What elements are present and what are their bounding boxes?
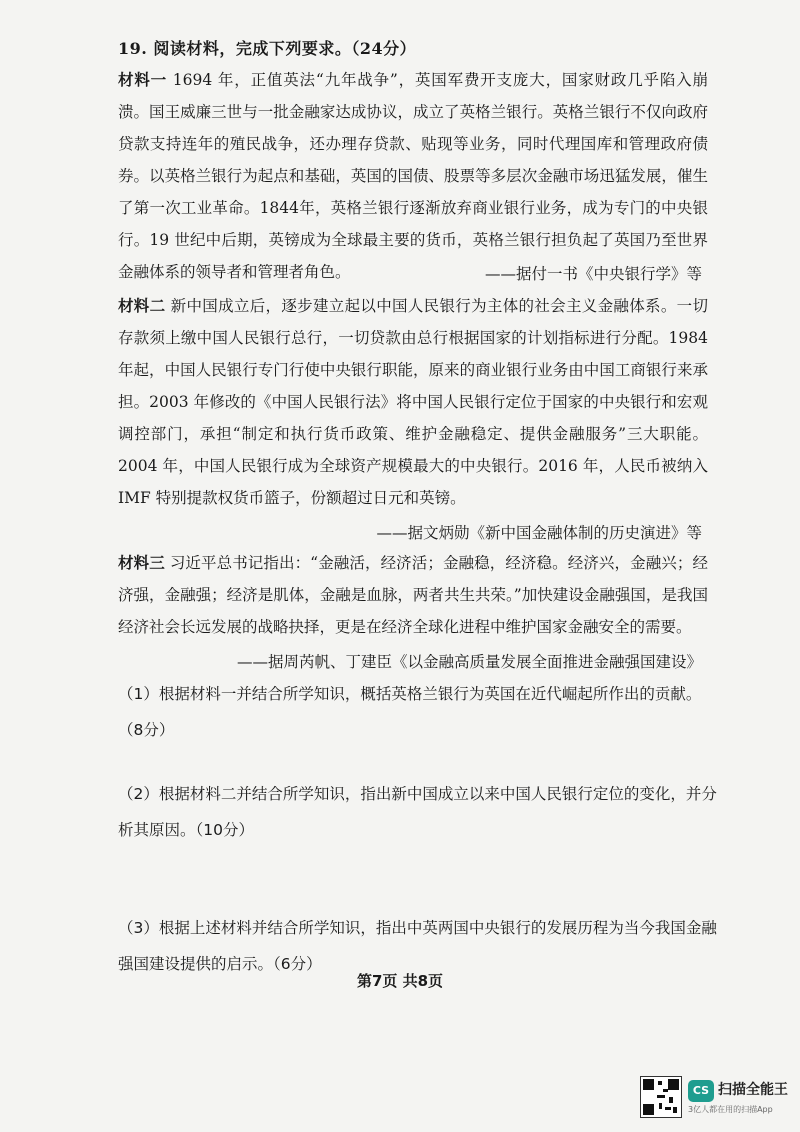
ask-1: （1）根据材料一并结合所学知识，概括英格兰银行为英国在近代崛起所作出的贡献。（8分） bbox=[118, 685, 702, 739]
material-1-source: ——据付一书《中央银行学》等 bbox=[484, 265, 702, 283]
material-2-text: 新中国成立后，逐步建立起以中国人民银行为主体的社会主义金融体系。一切存款须上缴中国人民银行总行，一切贷款由总行根据国家的计划指标进行分配。1984 年起，中国人民银行专门行使中央银行职能，原来的商业银行业务由中国工商银行来承担。2003 年修改的《中国人民银行法》将中国人民银行定位于国家的中央银行和宏观调控部门，承担“制定和执行货币政策、维护金融稳定、提供金融服务”三大职能。2004 年，中国人民银行成为全球资产规模最大的中央银行。2016 年，人民币被纳入 IMF 特别提款权货币篮子，份额超过日元和英镑。 bbox=[118, 297, 708, 507]
page-number: 第7页 共8页 bbox=[356, 972, 444, 990]
material-1-text: 1694 年，正值英法“九年战争”，英国军费开支庞大，国家财政几乎陷入崩溃。国王威廉三世与一批金融家达成协议，成立了英格兰银行。英格兰银行不仅向政府贷款支持连年的殖民战争，还办理存贷款、贴现等业务，同时代理国库和管理政府债券。以英格兰银行为起点和基础，英国的国债、股票等多层次金融市场迅猛发展，催生了第一次工业革命。1844年，英格兰银行逐渐放弃商业银行业务，成为专门的中央银行。19 世纪中后期，英镑成为全球最主要的货币，英格兰银行担负起了英国乃至世界金融体系的领导者和管理者角色。 bbox=[118, 71, 708, 281]
camscanner-name: 扫描全能王 bbox=[718, 1082, 788, 1098]
material-3-source: ——据周芮帆、丁建臣《以金融高质量发展全面推进金融强国建设》 bbox=[236, 653, 702, 671]
material-2 bbox=[118, 290, 708, 514]
ask-2: （2）根据材料二并结合所学知识，指出新中国成立以来中国人民银行定位的变化，并分析其原因。（10分） bbox=[118, 785, 717, 839]
material-2-source: ——据文炳勋《新中国金融体制的历史演进》等 bbox=[376, 524, 702, 542]
material-3 bbox=[118, 547, 708, 643]
material-1-label: 材料一 bbox=[118, 70, 167, 89]
camscanner-logo-icon: CS bbox=[688, 1080, 714, 1102]
question-title: 19. 阅读材料，完成下列要求。（24分） bbox=[118, 39, 417, 58]
qr-code-icon bbox=[640, 1076, 682, 1118]
material-2-label: 材料二 bbox=[118, 296, 166, 315]
camscanner-tagline: 3亿人都在用的扫描App bbox=[688, 1105, 773, 1114]
ask-3: （3）根据上述材料并结合所学知识，指出中英两国中央银行的发展历程为当今我国金融强国建设提供的启示。（6分） bbox=[118, 919, 717, 973]
material-1 bbox=[118, 64, 708, 288]
material-3-label: 材料三 bbox=[118, 553, 165, 572]
material-3-text: 习近平总书记指出：“金融活，经济活；金融稳，经济稳。经济兴，金融兴；经济强，金融强；经济是肌体，金融是血脉，两者共生共荣。”加快建设金融强国，是我国经济社会长远发展的战略抉择，更是在经济全球化进程中维护国家金融安全的需要。 bbox=[118, 554, 708, 636]
